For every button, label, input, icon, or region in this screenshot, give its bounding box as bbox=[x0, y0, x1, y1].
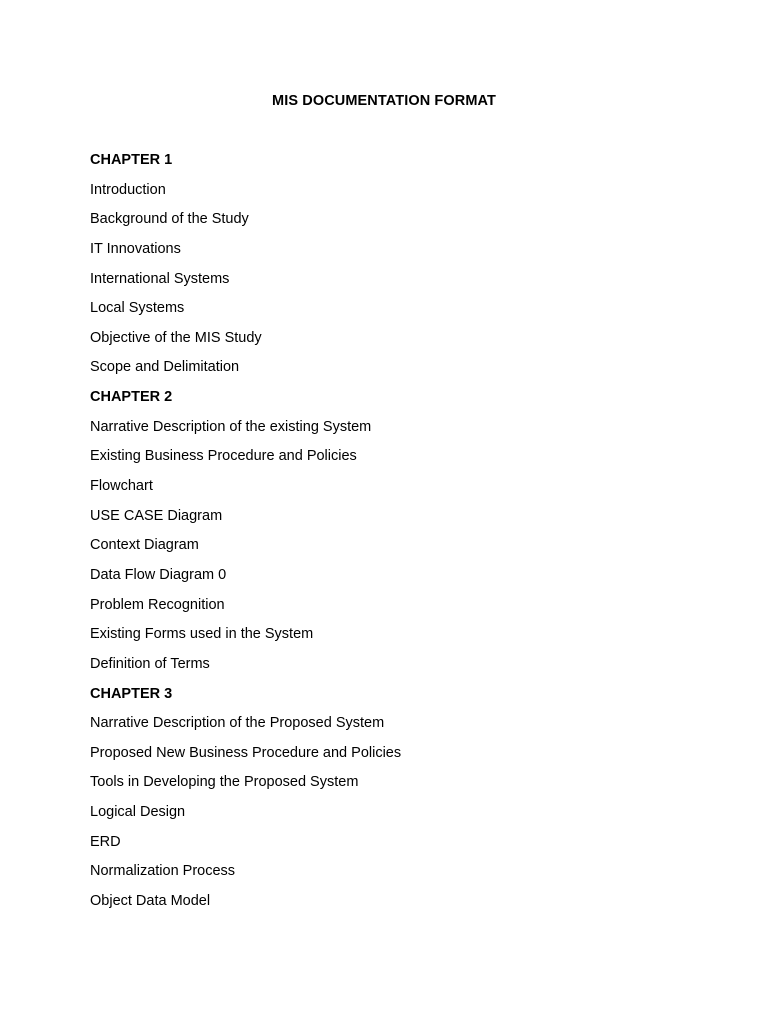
outline-item: International Systems bbox=[90, 270, 230, 287]
outline-item: Logical Design bbox=[90, 804, 186, 821]
outline-item: Narrative Description of the Proposed System bbox=[90, 715, 385, 732]
outline-item: Context Diagram bbox=[90, 537, 199, 554]
outline-item: ERD bbox=[90, 833, 121, 850]
outline-item: Data Flow Diagram 0 bbox=[90, 566, 227, 583]
outline-list bbox=[90, 151, 690, 922]
outline-item: Objective of the MIS Study bbox=[90, 329, 262, 346]
outline-item: Narrative Description of the existing System bbox=[90, 418, 372, 435]
outline-item: Object Data Model bbox=[90, 893, 211, 910]
outline-item: Existing Business Procedure and Policies bbox=[90, 448, 357, 465]
outline-item: Proposed New Business Procedure and Policies bbox=[90, 744, 402, 761]
outline-item: Local Systems bbox=[90, 300, 185, 317]
outline-item: Scope and Delimitation bbox=[90, 359, 240, 376]
document-title: MIS DOCUMENTATION FORMAT bbox=[272, 93, 496, 109]
outline-item: Normalization Process bbox=[90, 863, 236, 880]
outline-item: Existing Forms used in the System bbox=[90, 626, 314, 643]
chapter-heading: CHAPTER 2 bbox=[90, 389, 173, 406]
chapter-heading: CHAPTER 3 bbox=[90, 685, 173, 702]
outline-item: Background of the Study bbox=[90, 211, 249, 228]
outline-item: Introduction bbox=[90, 181, 166, 198]
outline-item: IT Innovations bbox=[90, 240, 181, 257]
outline-item: USE CASE Diagram bbox=[90, 507, 223, 524]
outline-item: Problem Recognition bbox=[90, 596, 225, 613]
outline-item: Definition of Terms bbox=[90, 655, 210, 672]
outline-item: Flowchart bbox=[90, 478, 153, 495]
chapter-heading: CHAPTER 1 bbox=[90, 152, 173, 168]
outline-item: Tools in Developing the Proposed System bbox=[90, 774, 359, 791]
